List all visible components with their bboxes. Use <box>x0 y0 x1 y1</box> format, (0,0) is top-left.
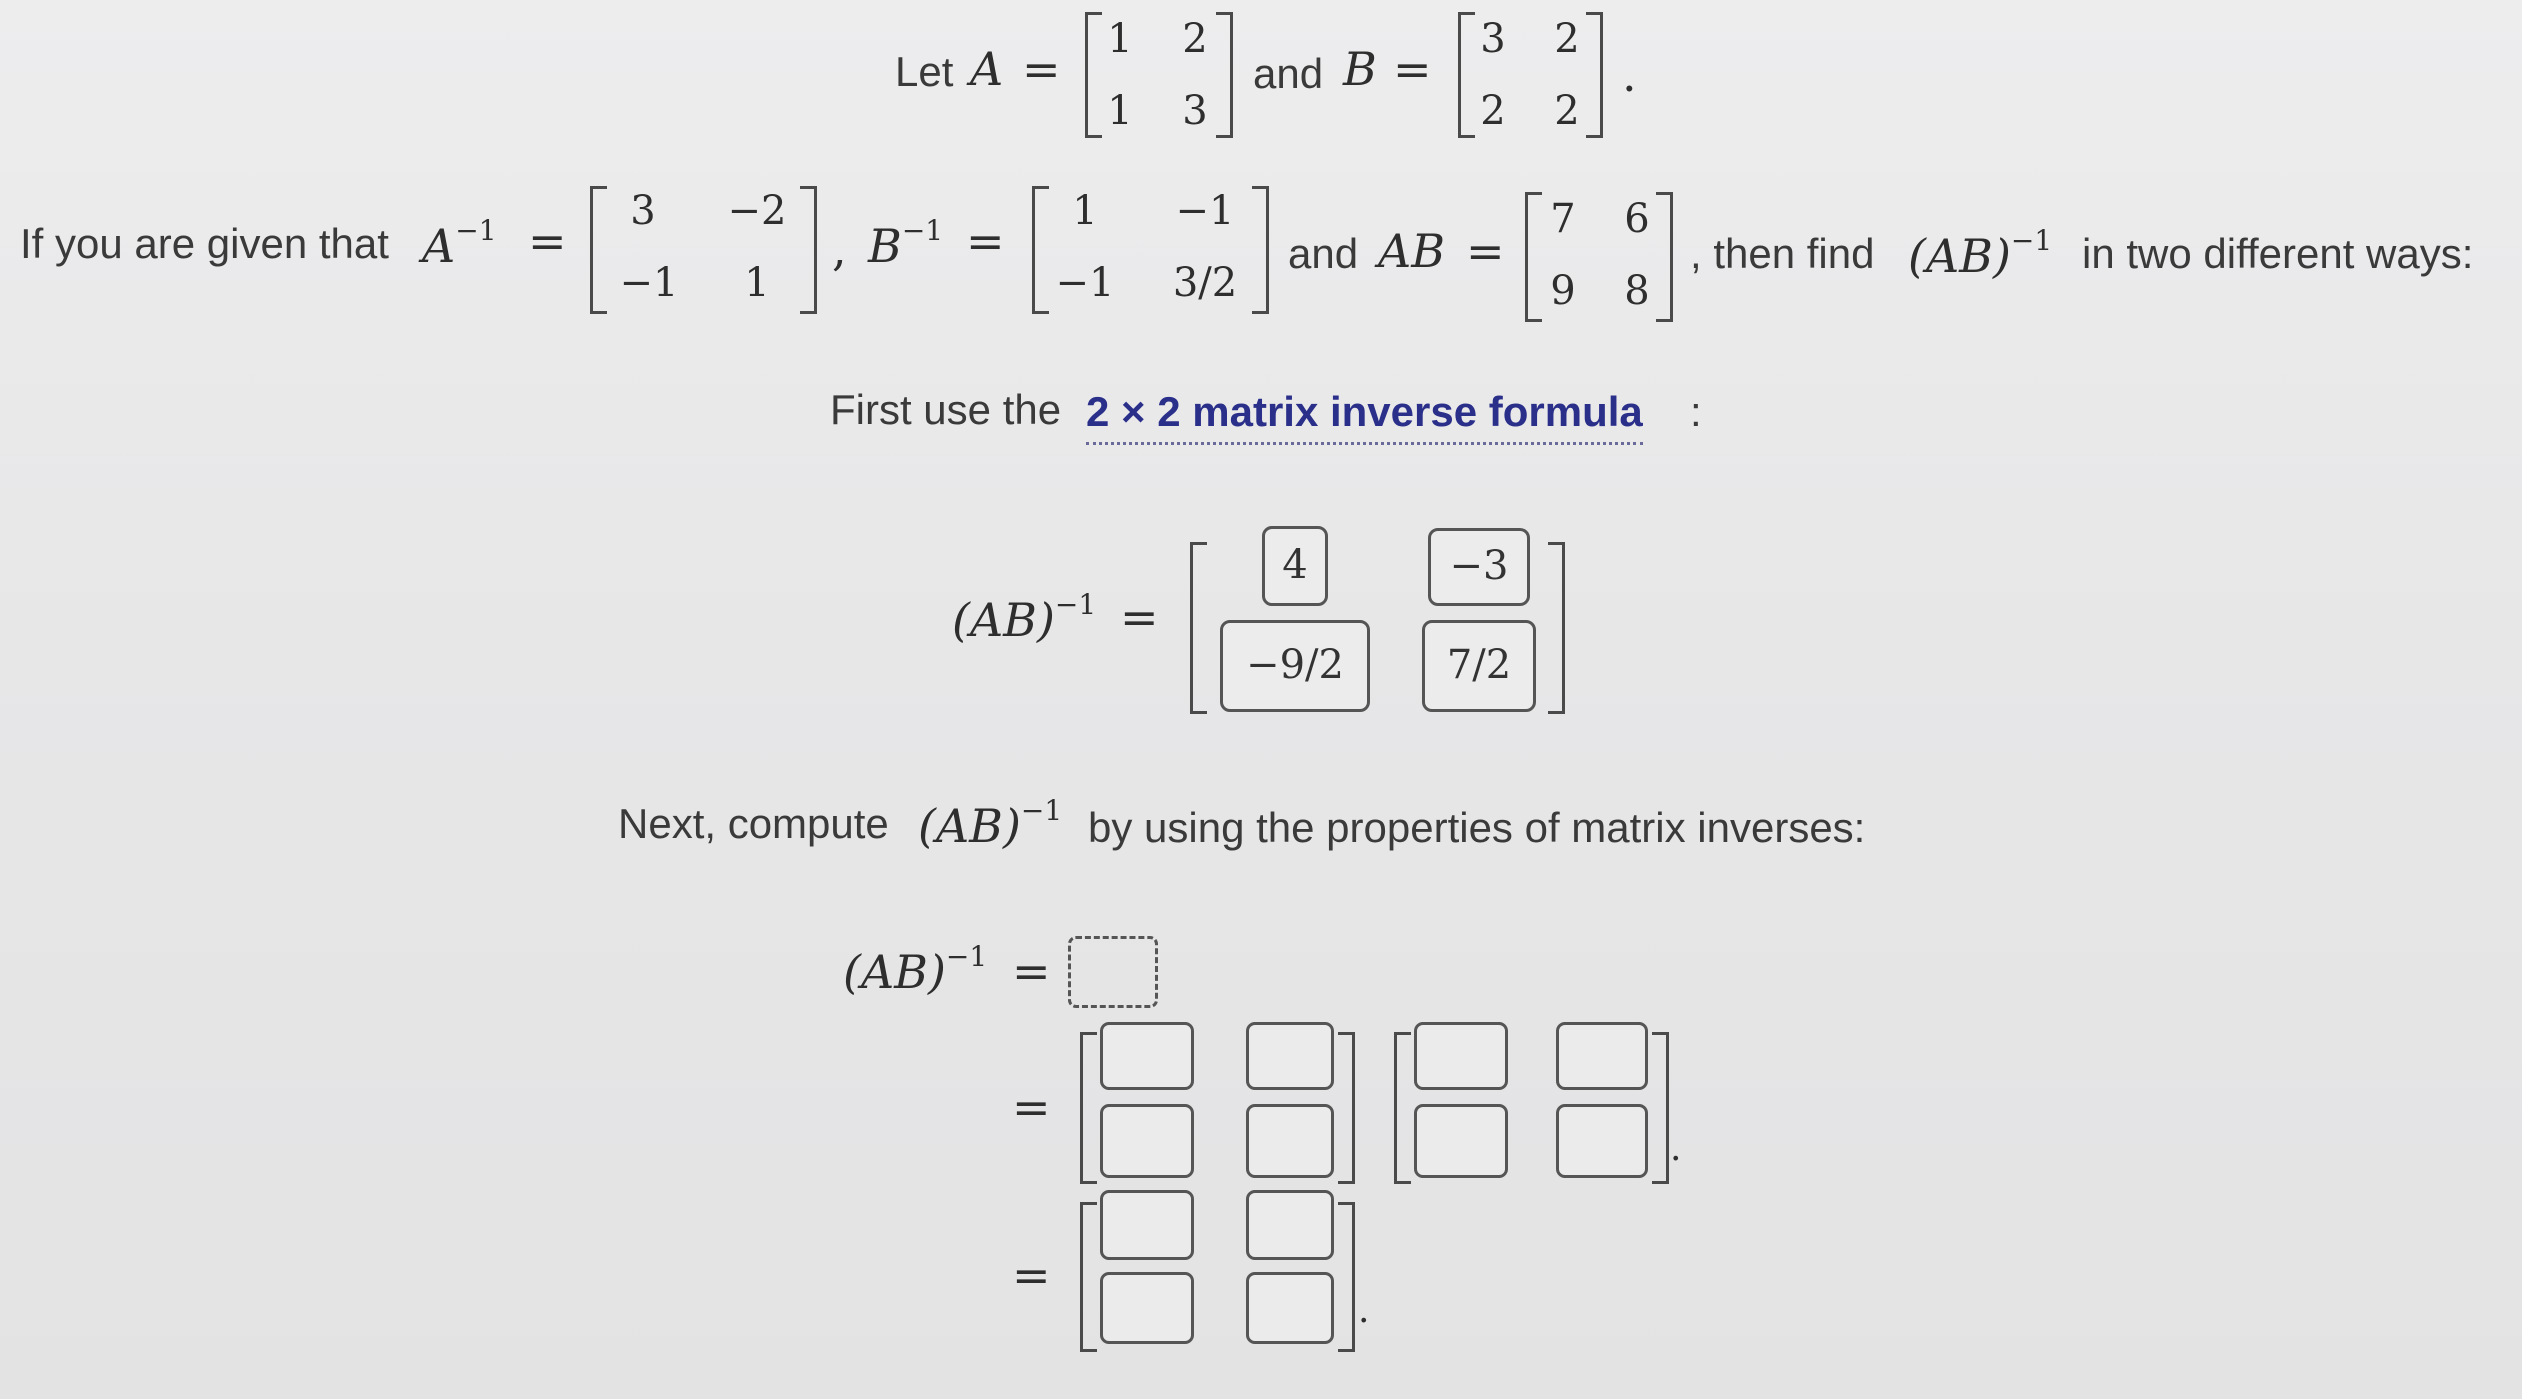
equals-sign: = <box>528 214 567 268</box>
period: . <box>1358 1290 1370 1331</box>
ab-inverse-lhs: (AB)$^{-1}$ <box>843 940 988 999</box>
two-ways-label: in two different ways: <box>2082 230 2474 277</box>
product-right-cell-2-1[interactable] <box>1414 1104 1508 1178</box>
result-cell-2-2[interactable] <box>1246 1272 1334 1344</box>
equals-sign: = <box>1393 42 1432 96</box>
part-two-prefix: Next, compute <box>618 800 889 847</box>
comma: , <box>832 222 847 276</box>
period: . <box>1670 1128 1682 1169</box>
answer-cell-2-1[interactable]: −9/2 <box>1220 620 1370 712</box>
product-right-cell-2-2[interactable] <box>1556 1104 1648 1178</box>
and-label: and <box>1288 230 1359 277</box>
answer-cell-2-2[interactable]: 7/2 <box>1422 620 1536 712</box>
product-left-cell-1-2[interactable] <box>1246 1022 1334 1090</box>
result-cell-1-1[interactable] <box>1100 1190 1194 1260</box>
equals-sign: = <box>1012 1248 1051 1302</box>
product-right-cell-1-2[interactable] <box>1556 1022 1648 1090</box>
equals-sign: = <box>966 214 1005 268</box>
equals-sign: = <box>1466 224 1505 278</box>
equals-sign: = <box>1120 590 1159 644</box>
expression-input[interactable] <box>1068 936 1158 1008</box>
var-b-inverse: $B^{-1}$ <box>868 214 944 273</box>
result-cell-2-1[interactable] <box>1100 1272 1194 1344</box>
product-right-cell-1-1[interactable] <box>1414 1022 1508 1090</box>
result-cell-1-2[interactable] <box>1246 1190 1334 1260</box>
ab-inverse: (AB)$^{-1}$ <box>1908 224 2053 283</box>
equals-sign: = <box>1022 42 1061 96</box>
part-one-prefix: First use the <box>830 386 1062 433</box>
var-a-inverse: $A^{-1}$ <box>422 214 497 273</box>
var-a: A <box>970 42 1004 96</box>
colon: : <box>1690 388 1702 435</box>
part-two-suffix: by using the properties of matrix inverses: <box>1088 804 1866 851</box>
var-b: B <box>1343 42 1377 96</box>
then-find-label: , then find <box>1690 230 1875 277</box>
equals-sign: = <box>1012 944 1051 998</box>
answer-cell-1-2[interactable]: −3 <box>1428 528 1530 606</box>
product-left-cell-1-1[interactable] <box>1100 1022 1194 1090</box>
equals-sign: = <box>1012 1080 1051 1134</box>
given-prefix: If you are given that <box>20 220 389 267</box>
product-left-cell-2-1[interactable] <box>1100 1104 1194 1178</box>
let-label: Let <box>895 48 954 95</box>
and-label: and <box>1253 50 1324 97</box>
product-left-cell-2-2[interactable] <box>1246 1104 1334 1178</box>
period: . <box>1622 48 1637 102</box>
ab-inverse-lhs: (AB)$^{-1}$ <box>952 588 1097 647</box>
matrix-inverse-formula-link[interactable]: 2 × 2 matrix inverse formula <box>1086 388 1643 445</box>
answer-cell-1-1[interactable]: 4 <box>1262 526 1328 606</box>
var-ab: AB <box>1378 224 1446 278</box>
ab-inverse: (AB)$^{-1}$ <box>918 794 1063 853</box>
